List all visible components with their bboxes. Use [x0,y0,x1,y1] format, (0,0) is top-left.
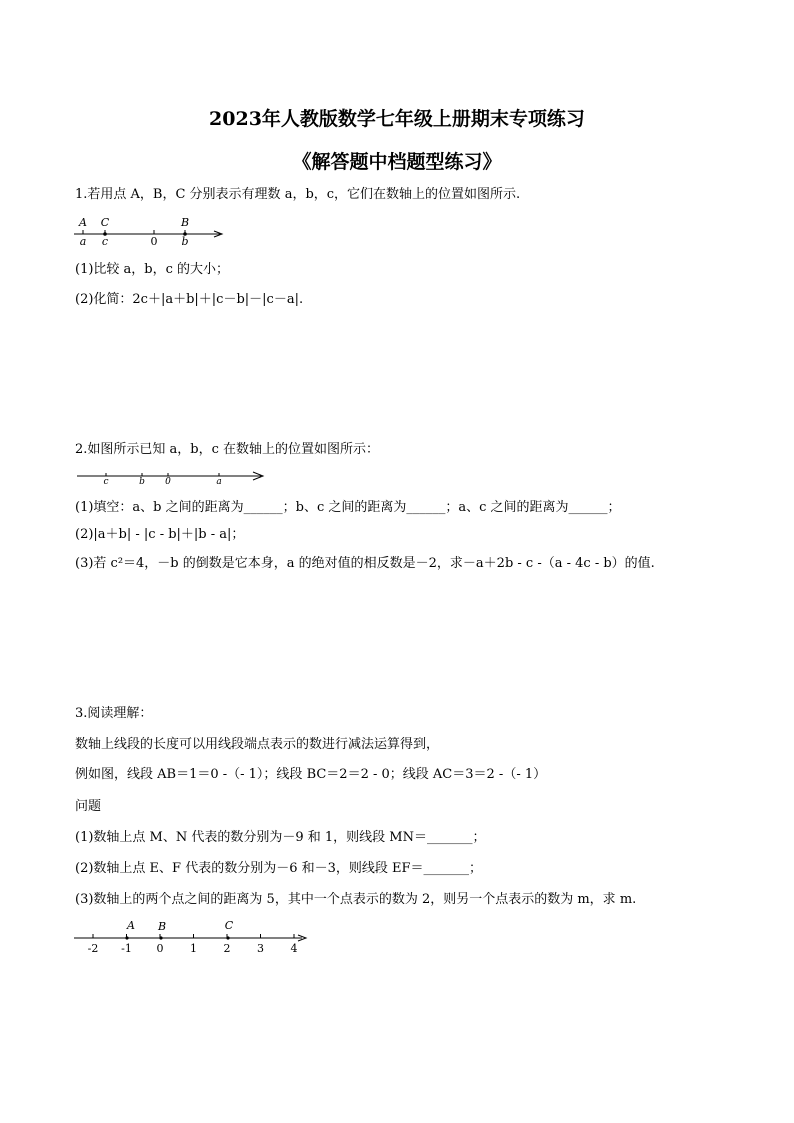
tick-label: 4 [290,942,298,955]
tick-label: -1 [121,942,132,955]
q2-part3: (3)若 c²＝4，－b 的倒数是它本身，a 的绝对值的相反数是－2，求－a＋2b - c -（a - 4c - b）的值. [75,556,655,571]
tick-label: 0 [156,942,164,955]
q3-part3: (3)数轴上的两个点之间的距离为 5，其中一个点表示的数为 2，则另一个点表示的数为 m，求 m. [75,892,637,907]
tick-label-0: 0 [150,235,158,248]
q2-number-line [75,468,275,488]
point-c-dot [226,936,229,939]
q1-part2: (2)化简：2c＋|a＋b|＋|c－b|－|c－a|. [75,292,304,307]
q3-number-line [70,916,320,956]
point-label-B: B [180,216,190,229]
tick-label: 3 [257,942,264,955]
point-a-dot [125,936,128,939]
point-label-C: C [224,919,234,932]
q3-heading: 3.阅读理解： [75,706,153,721]
tick-label-c: c [103,477,109,487]
q3-line1: 数轴上线段的长度可以用线段端点表示的数进行减法运算得到， [75,737,440,752]
q1-number-line [72,214,232,249]
page-subtitle: 《解答题中档题型练习》 [292,151,502,173]
tick-label: -2 [87,942,99,955]
tick-label: 1 [190,942,197,955]
page-title: 2023年人教版数学七年级上册期末专项练习 [209,108,585,130]
tick-label-b: b [139,477,145,487]
q3-line2: 例如图，线段 AB＝1＝0 -（- 1）；线段 BC＝2＝2 - 0；线段 AC＝3＝2 -（- 1） [75,767,547,782]
q3-part2: (2)数轴上点 E、F 代表的数分别为－6 和－3，则线段 EF＝_______； [75,861,483,876]
q1-stem: 1.若用点 A，B，C 分别表示有理数 a，b，c，它们在数轴上的位置如图所示. [75,187,521,202]
tick-label-a: a [79,235,87,248]
q3-part1: (1)数轴上点 M、N 代表的数分别为－9 和 1，则线段 MN＝_______； [75,830,486,845]
q1-part1: (1)比较 a，b，c 的大小； [75,262,230,277]
tick-label-a: a [216,477,222,487]
point-label-C: C [100,216,110,229]
tick-label-c: c [101,235,109,248]
point-label-B: B [157,920,167,933]
q3-line3: 问题 [75,799,102,814]
tick-label-0: 0 [165,477,171,487]
q2-part1: (1)填空：a、b 之间的距离为______；b、c 之间的距离为______；a、c 之间的距离为______； [75,500,621,515]
tick-label-b: b [181,235,189,248]
point-label-A: A [79,216,87,229]
tick-label: 2 [223,942,231,955]
q2-stem: 2.如图所示已知 a，b，c 在数轴上的位置如图所示： [75,442,380,457]
point-label-A: A [127,919,135,932]
point-b-dot [159,936,162,939]
q2-part2: (2)|a＋b| - |c - b|＋|b - a|； [75,527,245,542]
